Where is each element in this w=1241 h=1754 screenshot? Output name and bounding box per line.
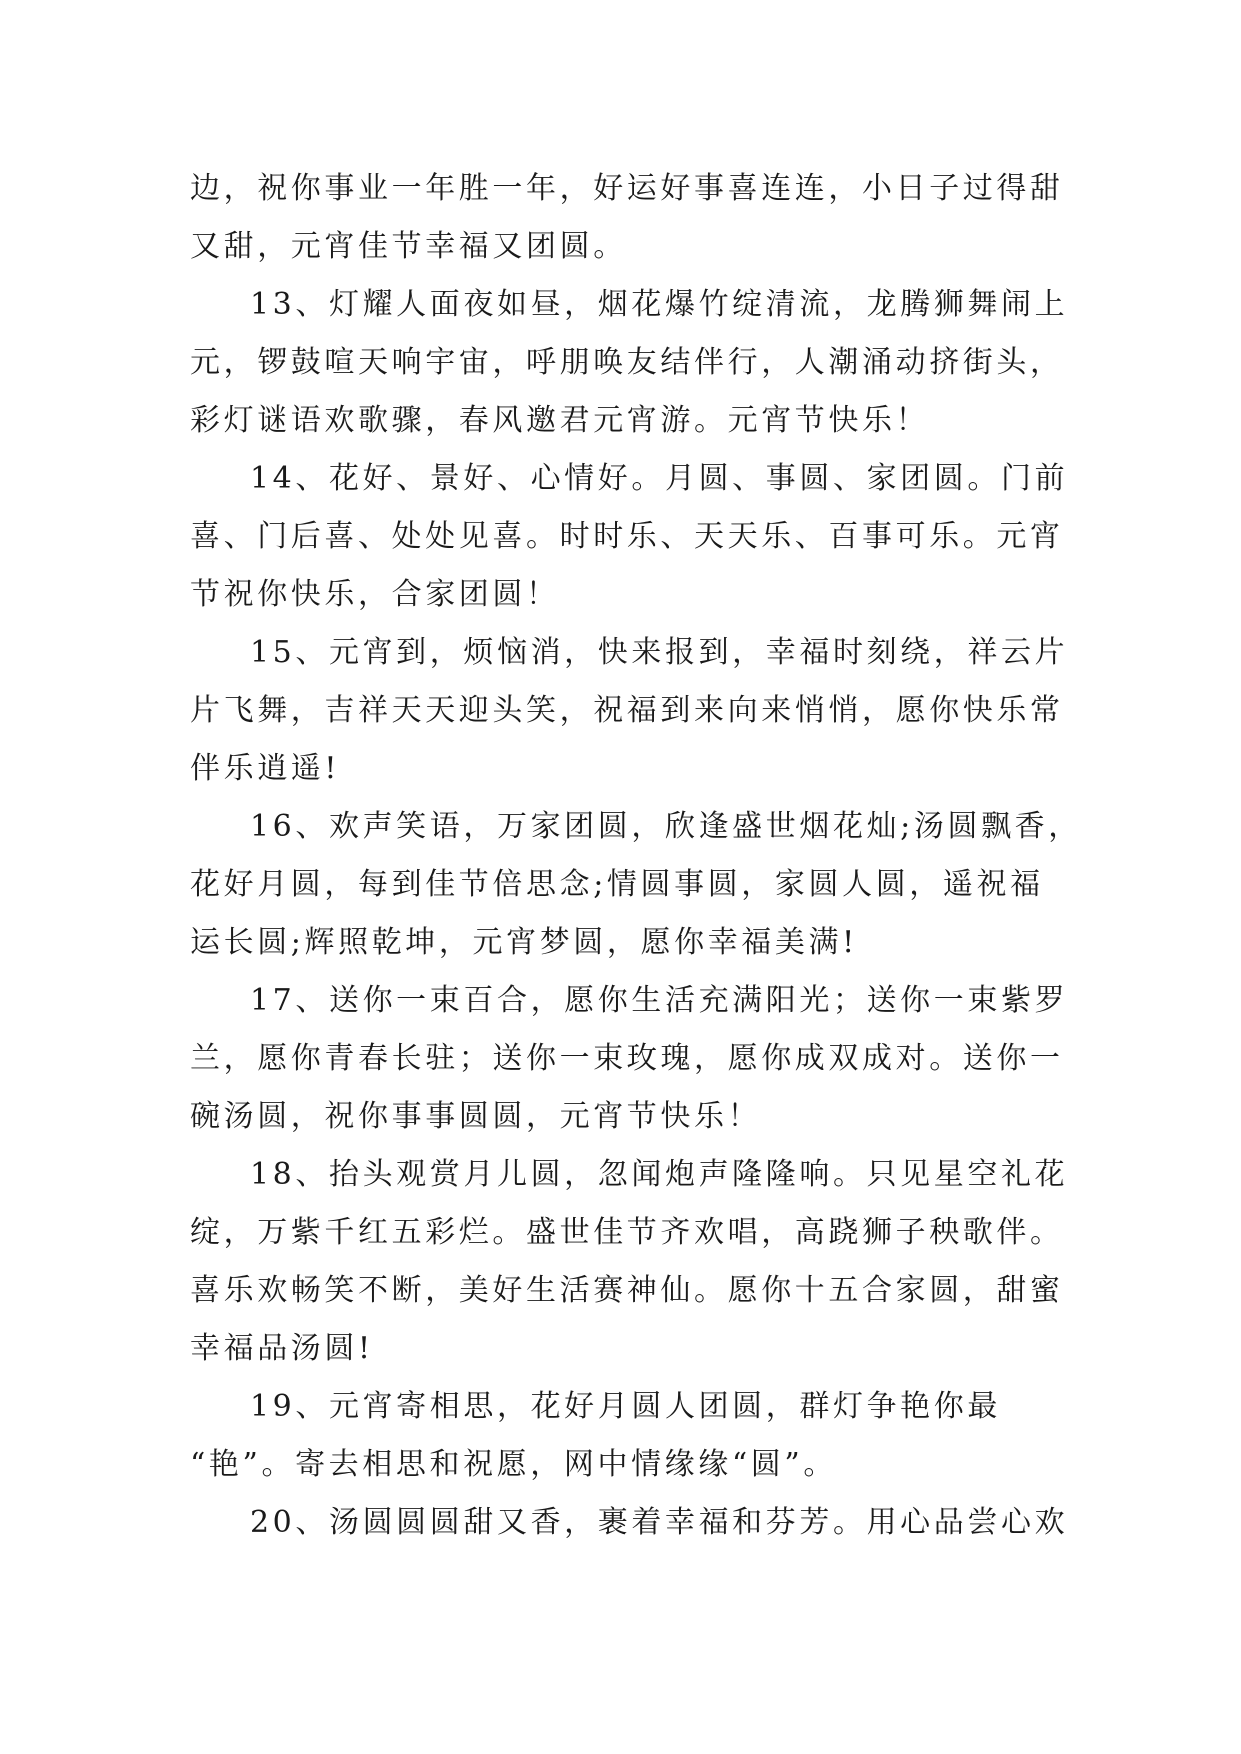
text-line: “艳”。寄去相思和祝愿，网中情缘缘“圆”。 <box>190 1447 837 1482</box>
text-line: 19、元宵寄相思，花好月圆人团圆，群灯争艳你最 <box>250 1389 1001 1424</box>
text-line: 碗汤圆，祝你事事圆圆，元宵节快乐！ <box>190 1099 762 1134</box>
text-line: 17、送你一束百合，愿你生活充满阳光；送你一束紫罗 <box>250 983 1069 1018</box>
text-line: 边，祝你事业一年胜一年，好运好事喜连连，小日子过得甜 <box>190 171 1064 206</box>
text-line: 20、汤圆圆圆甜又香，裹着幸福和芬芳。用心品尝心欢 <box>250 1505 1069 1540</box>
text-line: 幸福品汤圆! <box>190 1331 374 1366</box>
text-line: 元，锣鼓喧天响宇宙，呼朋唤友结伴行，人潮涌动挤街头， <box>190 345 1064 380</box>
text-line: 18、抬头观赏月儿圆，忽闻炮声隆隆响。只见星空礼花 <box>250 1157 1069 1192</box>
text-line: 15、元宵到，烦恼消，快来报到，幸福时刻绕，祥云片 <box>250 635 1069 670</box>
text-line: 13、灯耀人面夜如昼，烟花爆竹绽清流，龙腾狮舞闹上 <box>250 287 1069 322</box>
text-line: 喜、门后喜、处处见喜。时时乐、天天乐、百事可乐。元宵 <box>190 519 1064 554</box>
text-line: 兰，愿你青春长驻；送你一束玫瑰，愿你成双成对。送你一 <box>190 1041 1064 1076</box>
document-body <box>190 160 1082 1552</box>
text-line: 运长圆;辉照乾坤，元宵梦圆，愿你幸福美满! <box>190 925 858 960</box>
text-line: 14、花好、景好、心情好。月圆、事圆、家团圆。门前 <box>250 461 1069 496</box>
text-line: 喜乐欢畅笑不断，美好生活赛神仙。愿你十五合家圆，甜蜜 <box>190 1273 1064 1308</box>
text-line: 片飞舞，吉祥天天迎头笑，祝福到来向来悄悄，愿你快乐常 <box>190 693 1064 728</box>
text-line: 节祝你快乐，合家团圆！ <box>190 577 560 612</box>
text-line: 彩灯谜语欢歌骤，春风邀君元宵游。元宵节快乐！ <box>190 403 930 438</box>
text-line: 伴乐逍遥! <box>190 751 341 786</box>
text-line: 绽，万紫千红五彩烂。盛世佳节齐欢唱，高跷狮子秧歌伴。 <box>190 1215 1064 1250</box>
text-line: 16、欢声笑语，万家团圆，欣逢盛世烟花灿;汤圆飘香， <box>250 809 1082 844</box>
text-line: 花好月圆，每到佳节倍思念;情圆事圆，家圆人圆，遥祝福 <box>190 867 1044 902</box>
text-line: 又甜，元宵佳节幸福又团圆。 <box>190 229 627 264</box>
